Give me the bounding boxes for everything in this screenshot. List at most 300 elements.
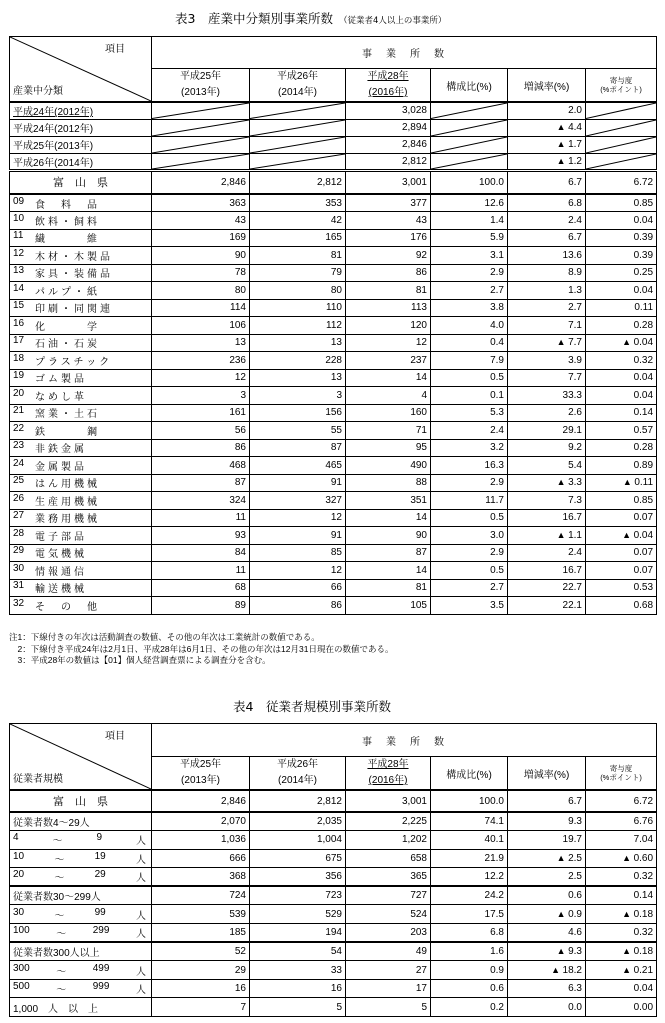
table-row (10, 194, 657, 212)
cell-change: 4.6 (508, 924, 586, 943)
size-row (10, 849, 657, 868)
cell-v26: 87 (250, 439, 346, 457)
cell-change: ▲ 3.3 (508, 474, 586, 492)
cell-change: ▲ 2.5 (508, 849, 586, 868)
cell-v26: 194 (250, 924, 346, 943)
cell-change: ▲ 0.9 (508, 905, 586, 924)
cell-contrib: 7.04 (586, 831, 657, 850)
cell-v28: 176 (346, 229, 431, 247)
industry-name: 金属製品 (35, 461, 87, 473)
negative-mark-icon: ▲ (551, 964, 563, 975)
tilde-icon: ～ (54, 910, 65, 922)
cell-contrib: 0.32 (586, 352, 657, 370)
cell-change: 2.4 (508, 544, 586, 562)
cell-v26: 165 (250, 229, 346, 247)
cell-v28: 14 (346, 369, 431, 387)
tilde-icon: ～ (56, 985, 67, 997)
header-year (152, 757, 250, 791)
negative-mark-icon: ▲ (556, 529, 569, 540)
size-label (10, 961, 152, 980)
cell-v28: 17 (346, 979, 431, 998)
cell-v28: 203 (346, 924, 431, 943)
industry-code: 19 (13, 370, 25, 382)
cell-ratio: 2.9 (431, 264, 508, 282)
negative-mark-icon: ▲ (622, 337, 634, 348)
cell-ratio: 0.9 (431, 961, 508, 980)
table-row (10, 264, 657, 282)
cell-v25: 2,846 (152, 170, 250, 194)
size-from: 300 (13, 962, 30, 974)
cell-v28: 4 (346, 387, 431, 405)
cell-v28: 365 (346, 868, 431, 887)
cell-ratio: 3.5 (431, 597, 508, 615)
cell-contrib: 0.04 (586, 212, 657, 230)
cell-v25: 724 (152, 886, 250, 905)
cell-v28: 105 (346, 597, 431, 615)
cell-ratio: 21.9 (431, 849, 508, 868)
cell-v26: 85 (250, 544, 346, 562)
cell-change: 6.8 (508, 194, 586, 212)
cell-contrib: 0.14 (586, 404, 657, 422)
industry-code: 10 (13, 212, 25, 224)
table-row (10, 247, 657, 265)
cell-v25: 84 (152, 544, 250, 562)
industry-label (10, 247, 152, 265)
size-from: 10 (13, 850, 25, 862)
cell-v25: 78 (152, 264, 250, 282)
table3-title-text: 表3 産業中分類別事業所数 (175, 11, 333, 26)
cell-v25: 539 (152, 905, 250, 924)
size-row (10, 961, 657, 980)
compare-empty (431, 136, 508, 153)
size-unit: 人 (135, 929, 146, 941)
industry-label (10, 544, 152, 562)
compare-empty (152, 119, 250, 136)
industry-code: 24 (13, 457, 25, 469)
cell-change: 6.7 (508, 170, 586, 194)
size-unit: 人 (135, 966, 146, 978)
cell-v26: 3 (250, 387, 346, 405)
cell-contrib: ▲ 0.11 (586, 474, 657, 492)
industry-label (10, 334, 152, 352)
negative-mark-icon: ▲ (556, 139, 569, 149)
cell-contrib: 0.32 (586, 924, 657, 943)
header-year-label: 平成28年 (367, 71, 409, 82)
size-label (10, 905, 152, 924)
cell-v26: 228 (250, 352, 346, 370)
cell-v26: 112 (250, 317, 346, 335)
industry-label (10, 229, 152, 247)
industry-label (10, 439, 152, 457)
cell-contrib: 0.39 (586, 229, 657, 247)
table-row (10, 457, 657, 475)
industry-label (10, 194, 152, 212)
header-year (346, 757, 431, 791)
cell-ratio: 40.1 (431, 831, 508, 850)
total-label: 富 山 県 (10, 170, 152, 194)
cell-change: 7.1 (508, 317, 586, 335)
size-from: 100 (13, 925, 30, 937)
cell-change: 8.9 (508, 264, 586, 282)
cell-contrib: 6.72 (586, 790, 657, 812)
header-contrib (586, 757, 657, 791)
cell-contrib: 0.04 (586, 979, 657, 998)
industry-label (10, 527, 152, 545)
compare-change: ▲ 1.7 (508, 136, 586, 153)
negative-mark-icon: ▲ (622, 529, 634, 540)
cell-v28: 377 (346, 194, 431, 212)
negative-mark-icon: ▲ (556, 155, 569, 166)
industry-code: 25 (13, 475, 25, 487)
industry-code: 14 (13, 282, 25, 294)
cell-ratio: 1.4 (431, 212, 508, 230)
header-contrib-label: 寄与度 (609, 764, 633, 773)
size-to: 9 (96, 832, 103, 844)
industry-label (10, 317, 152, 335)
cell-v26: 91 (250, 527, 346, 545)
size-unit: 人 (135, 985, 146, 997)
cell-v28: 3,001 (346, 170, 431, 194)
industry-code: 23 (13, 440, 25, 452)
cell-v28: 14 (346, 562, 431, 580)
table-row (10, 282, 657, 300)
industry-code: 32 (13, 597, 25, 609)
total-row (10, 790, 657, 812)
header-group-label: 事 業 所 数 (152, 724, 657, 757)
size-label (10, 831, 152, 850)
industry-code: 09 (13, 195, 25, 207)
industry-name: 情報通信 (35, 566, 87, 578)
cell-v26: 465 (250, 457, 346, 475)
cell-v26: 66 (250, 579, 346, 597)
cell-v26: 16 (250, 979, 346, 998)
size-label (10, 849, 152, 868)
industry-name: 木材・木製品 (35, 251, 113, 263)
cell-contrib: 0.39 (586, 247, 657, 265)
cell-v25: 7 (152, 998, 250, 1017)
industry-label (10, 387, 152, 405)
cell-change: ▲ 18.2 (508, 961, 586, 980)
negative-mark-icon: ▲ (622, 946, 634, 957)
compare-row (10, 136, 657, 153)
industry-label (10, 474, 152, 492)
cell-v28: 490 (346, 457, 431, 475)
cell-ratio: 0.5 (431, 509, 508, 527)
cell-v28: 87 (346, 544, 431, 562)
size-to: 999 (92, 981, 110, 993)
size-group-row (10, 942, 657, 961)
header-year-western: (2014年) (278, 775, 317, 786)
industry-name: 窯業・土石 (35, 409, 100, 421)
cell-contrib: ▲ 0.60 (586, 849, 657, 868)
industry-code: 12 (13, 247, 25, 259)
table-row (10, 597, 657, 615)
tilde-icon: ～ (54, 873, 65, 885)
header-row-label: 従業者規模 (13, 774, 63, 785)
cell-ratio: 24.2 (431, 886, 508, 905)
cell-contrib: 0.89 (586, 457, 657, 475)
cell-v28: 81 (346, 579, 431, 597)
industry-code: 26 (13, 492, 25, 504)
cell-change: 2.7 (508, 299, 586, 317)
compare-v28: 2,846 (346, 136, 431, 153)
cell-v28: 71 (346, 422, 431, 440)
industry-code: 27 (13, 510, 25, 522)
table3-note: 3：平成28年の数値は【01】個人経営調査票による調査分を含む。 (9, 655, 271, 665)
negative-mark-icon: ▲ (556, 852, 569, 863)
cell-v26: 42 (250, 212, 346, 230)
cell-change: 9.2 (508, 439, 586, 457)
cell-v26: 529 (250, 905, 346, 924)
header-change: 増減率(%) (508, 69, 586, 103)
cell-v26: 13 (250, 369, 346, 387)
cell-v26: 55 (250, 422, 346, 440)
cell-change: 19.7 (508, 831, 586, 850)
size-from: 20 (13, 869, 25, 881)
cell-contrib: 0.32 (586, 868, 657, 887)
header-contrib-unit: (%ポイント) (600, 85, 642, 94)
header-year-western: (2016年) (368, 87, 408, 98)
negative-mark-icon: ▲ (622, 908, 634, 919)
cell-v26: 12 (250, 562, 346, 580)
cell-contrib: 6.76 (586, 812, 657, 831)
negative-mark-icon: ▲ (622, 852, 634, 863)
header-corner (10, 724, 152, 791)
cell-v26: 1,004 (250, 831, 346, 850)
cell-v28: 88 (346, 474, 431, 492)
size-row (10, 998, 657, 1017)
cell-v25: 93 (152, 527, 250, 545)
table4 (9, 723, 657, 1017)
table4-title (233, 697, 391, 715)
compare-v28: 2,894 (346, 119, 431, 136)
table3-subtitle: （従業者4人以上の事業所） (338, 16, 447, 26)
compare-change: 2.0 (508, 102, 586, 119)
cell-change: 16.7 (508, 509, 586, 527)
cell-v25: 13 (152, 334, 250, 352)
header-row (10, 37, 657, 69)
size-to: 299 (92, 925, 110, 937)
size-to: 19 (94, 850, 106, 862)
industry-name: 繊 維 (35, 234, 100, 246)
table-row (10, 334, 657, 352)
industry-code: 15 (13, 300, 25, 312)
size-from: 4 (13, 832, 19, 844)
cell-v26: 353 (250, 194, 346, 212)
compare-empty (586, 153, 657, 170)
cell-v25: 43 (152, 212, 250, 230)
size-row (10, 924, 657, 943)
cell-v26: 80 (250, 282, 346, 300)
negative-mark-icon: ▲ (622, 477, 635, 488)
header-year-label: 平成26年 (276, 759, 319, 770)
cell-ratio: 4.0 (431, 317, 508, 335)
header-year (346, 69, 431, 103)
cell-v25: 2,070 (152, 812, 250, 831)
compare-empty (586, 102, 657, 119)
compare-label-text: 平成25年(2013年) (13, 141, 94, 152)
tilde-icon: ～ (56, 929, 67, 941)
cell-v28: 5 (346, 998, 431, 1017)
cell-change: ▲ 7.7 (508, 334, 586, 352)
cell-contrib: 0.25 (586, 264, 657, 282)
cell-ratio: 0.6 (431, 979, 508, 998)
industry-name: プラスチック (35, 356, 113, 368)
cell-change: 5.4 (508, 457, 586, 475)
header-year-label: 平成25年 (179, 71, 222, 82)
cell-v28: 2,225 (346, 812, 431, 831)
cell-v26: 12 (250, 509, 346, 527)
table-row (10, 562, 657, 580)
cell-ratio: 100.0 (431, 790, 508, 812)
cell-v25: 87 (152, 474, 250, 492)
cell-v28: 86 (346, 264, 431, 282)
cell-v28: 113 (346, 299, 431, 317)
cell-v25: 185 (152, 924, 250, 943)
negative-mark-icon: ▲ (556, 477, 569, 488)
industry-label (10, 404, 152, 422)
cell-contrib: 0.04 (586, 369, 657, 387)
compare-empty (152, 136, 250, 153)
cell-contrib: 0.68 (586, 597, 657, 615)
industry-name: ゴム製品 (35, 374, 87, 386)
table-row (10, 404, 657, 422)
cell-v28: 160 (346, 404, 431, 422)
header-year (152, 69, 250, 103)
cell-v25: 161 (152, 404, 250, 422)
compare-label-text: 平成24年(2012年) (13, 107, 94, 119)
industry-code: 28 (13, 527, 25, 539)
cell-contrib: 6.72 (586, 170, 657, 194)
size-group-label: 従業者数300人以上 (10, 942, 152, 961)
cell-v26: 2,812 (250, 790, 346, 812)
cell-ratio: 0.1 (431, 387, 508, 405)
cell-v25: 2,846 (152, 790, 250, 812)
table-row (10, 579, 657, 597)
header-row (10, 724, 657, 757)
cell-v26: 110 (250, 299, 346, 317)
compare-empty (586, 136, 657, 153)
cell-change: 7.3 (508, 492, 586, 510)
industry-name: 鉄 鋼 (35, 426, 100, 438)
cell-v28: 12 (346, 334, 431, 352)
cell-v25: 368 (152, 868, 250, 887)
cell-contrib: 0.07 (586, 509, 657, 527)
cell-contrib: 0.11 (586, 299, 657, 317)
cell-change: 9.3 (508, 812, 586, 831)
cell-v25: 11 (152, 509, 250, 527)
table-row (10, 212, 657, 230)
industry-name: 輸送機械 (35, 584, 87, 596)
cell-ratio: 0.5 (431, 562, 508, 580)
compare-label-text: 平成24年(2012年) (13, 124, 94, 135)
cell-v28: 727 (346, 886, 431, 905)
industry-name: 石油・石炭 (35, 339, 100, 351)
cell-v25: 89 (152, 597, 250, 615)
compare-empty (250, 153, 346, 170)
cell-v25: 169 (152, 229, 250, 247)
cell-ratio: 2.7 (431, 282, 508, 300)
cell-v25: 52 (152, 942, 250, 961)
industry-code: 16 (13, 317, 25, 329)
table4-title-text: 表4 従業者規模別事業所数 (233, 699, 391, 714)
cell-ratio: 2.9 (431, 474, 508, 492)
cell-v25: 11 (152, 562, 250, 580)
header-year (250, 757, 346, 791)
cell-v28: 14 (346, 509, 431, 527)
size-label (10, 868, 152, 887)
cell-v26: 54 (250, 942, 346, 961)
size-label (10, 979, 152, 998)
cell-v26: 2,812 (250, 170, 346, 194)
table3-note: 2：下線付き平成24年は2月1日、平成28年は6月1日、その他の年次は12月31日現在の数値である。 (9, 643, 394, 654)
cell-contrib: ▲ 0.18 (586, 905, 657, 924)
size-from: 500 (13, 981, 30, 993)
cell-ratio: 1.6 (431, 942, 508, 961)
compare-label (10, 102, 152, 119)
cell-change: ▲ 9.3 (508, 942, 586, 961)
cell-v28: 92 (346, 247, 431, 265)
cell-contrib: 0.53 (586, 579, 657, 597)
table-row (10, 422, 657, 440)
industry-label (10, 282, 152, 300)
cell-change: 16.7 (508, 562, 586, 580)
compare-empty (152, 153, 250, 170)
header-year-western: (2013年) (181, 775, 220, 786)
cell-v26: 91 (250, 474, 346, 492)
cell-change: 6.7 (508, 229, 586, 247)
size-unit: 人 (136, 910, 146, 922)
header-row-label: 産業中分類 (13, 86, 63, 97)
cell-v28: 81 (346, 282, 431, 300)
table-row (10, 352, 657, 370)
industry-label (10, 492, 152, 510)
industry-code: 18 (13, 352, 25, 364)
cell-ratio: 3.2 (431, 439, 508, 457)
header-year-western: (2013年) (181, 87, 220, 98)
cell-change: 2.5 (508, 868, 586, 887)
total-row (10, 170, 657, 194)
table3-note: 注1：下線付きの年次は活動調査の数値、その他の年次は工業統計の数値である。 (9, 632, 320, 642)
cell-contrib: 0.07 (586, 562, 657, 580)
cell-ratio: 74.1 (431, 812, 508, 831)
cell-contrib: 0.28 (586, 439, 657, 457)
cell-ratio: 3.1 (431, 247, 508, 265)
industry-name: 電気機械 (35, 549, 87, 561)
size-to: 29 (94, 869, 106, 881)
cell-change: 7.7 (508, 369, 586, 387)
cell-change: 22.1 (508, 597, 586, 615)
cell-v26: 86 (250, 597, 346, 615)
tilde-icon: ～ (56, 966, 67, 978)
cell-v25: 16 (152, 979, 250, 998)
industry-code: 17 (13, 335, 25, 347)
header-contrib-label: 寄与度 (609, 76, 633, 85)
cell-v28: 237 (346, 352, 431, 370)
compare-row (10, 153, 657, 170)
cell-change: ▲ 1.1 (508, 527, 586, 545)
compare-empty (250, 102, 346, 119)
cell-contrib: 0.28 (586, 317, 657, 335)
cell-v28: 3,001 (346, 790, 431, 812)
industry-code: 13 (13, 265, 25, 277)
cell-v25: 12 (152, 369, 250, 387)
industry-name: パルプ・紙 (35, 286, 100, 298)
cell-ratio: 12.6 (431, 194, 508, 212)
industry-name: 非鉄金属 (35, 444, 87, 456)
compare-empty (431, 119, 508, 136)
cell-change: 3.9 (508, 352, 586, 370)
